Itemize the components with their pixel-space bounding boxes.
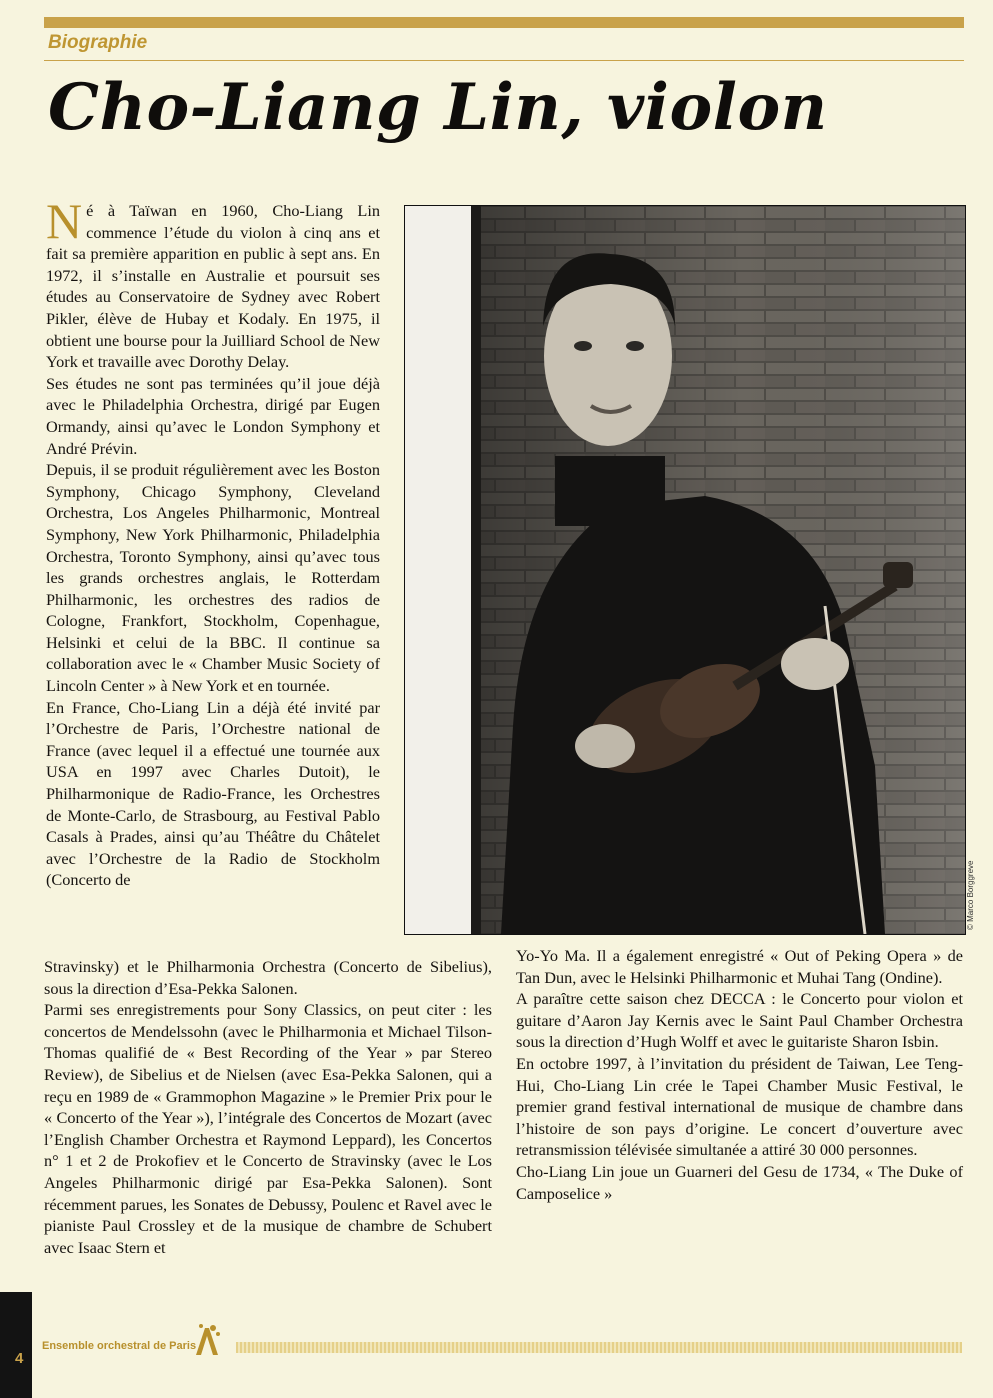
bio-paragraph-9: Cho-Liang Lin joue un Guarneri del Gesu de 1734, « The Duke of Camposelice » [516, 1161, 963, 1203]
photo-credit: © Marco Borggreve [966, 860, 975, 930]
bio-paragraph-6: Yo-Yo Ma. Il a également enregistré « Out of Peking Opera » de Tan Dun, avec le Helsinki Philharmonic et Muhai Tang (Ondine). [516, 946, 963, 987]
bio-paragraph-1 [46, 193, 380, 373]
bio-paragraph-7: A paraître cette saison chez DECCA : le Concerto pour violon et guitare d’Aaron Jay Kernis avec le Saint Paul Chamber Orchestra sous la direction d’Hugh Wolff et avec le guitariste Sharon Isbin. [516, 989, 963, 1052]
label-rule [44, 60, 964, 61]
portrait-illustration [405, 206, 965, 934]
drop-cap: N [46, 193, 83, 249]
page-title: Cho-Liang Lin, violon [48, 70, 828, 145]
bio-paragraph-1-text: é à Taïwan en 1960, Cho-Liang Lin commence l’étude du violon à cinq ans et fait sa première apparition en public à sept ans. En 1972, il s’installe en Australie et poursuit ses études au Conservatoire de Sydney avec Robert Pikler, élève de Hubay et Kodaly. En 1975, il obtient une bourse pour la Juilliard School de New York et travaille avec Dorothy Delay. [46, 201, 380, 372]
bio-paragraph-8: En octobre 1997, à l’invitation du président de Taiwan, Lee Teng-Hui, Cho-Liang Lin crée le Tapei Chamber Music Festival, le premier grand festival international de musique de chambre dans l’histoire de son pays d’origine. Le concert d’ouverture avec retransmission télévisée simultanée a attiré 30 000 personnes. [516, 1053, 963, 1160]
ensemble-logo-icon [192, 1322, 222, 1361]
section-label: Biographie [48, 32, 148, 53]
footer-band [236, 1342, 962, 1353]
bio-paragraph-3: Depuis, il se produit régulièrement avec les Boston Symphony, Chicago Symphony, Cleveland Orchestra, Los Angeles Philharmonic, Montreal Symphony, New York Philharmonic, Philadelphia Orchestra, Toronto Symphony, ainsi qu’avec tous les grands orchestres anglais, le Rotterdam Philharmonic, les orchestres des radios de Cologne, Frankfort, Stockholm, Copenhague, Helsinki et celui de la BBC. Il continue sa collaboration avec le « Chamber Music Society of Lincoln Center » à New York et en tournée. [46, 460, 380, 696]
page-tab [0, 1292, 32, 1398]
bio-column-right [516, 945, 963, 1204]
portrait-photo [404, 205, 966, 935]
header-rule [44, 17, 964, 28]
bio-paragraph-4a: En France, Cho-Liang Lin a déjà été invité par l’Orchestre de Paris, l’Orchestre national de France (avec lequel il a effectué une tournée aux USA en 1997 avec Charles Dutoit), le Philharmonique de Radio-France, les Orchestres de Monte-Carlo, de Strasbourg, au Festival Pablo Casals à Prades, ainsi qu’au Théâtre du Châtelet avec l’Orchestre de la Radio de Stockholm (Concerto de [46, 697, 380, 890]
bio-paragraph-5: Parmi ses enregistrements pour Sony Classics, on peut citer : les concertos de Mendelssohn (avec le Philharmonia et Michael Tilson-Thomas qualifié de « Best Recording of the Year » par Stereo Review), de Sibelius et de Nielsen (avec Esa-Pekka Salonen, qui a reçu en 1989 de « Grammophon Magazine » le Premier Prix pour le « Concerto of the Year »), l’intégrale des Concertos de Mozart (avec l’English Chamber Orchestra et Raymond Leppard), les Concertos n° 1 et 2 de Prokofiev et le Concerto de Stravinsky (avec le Los Angeles Philharmonic dirigé par Esa-Pekka Salonen). Sont récemment parues, les Sonates de Debussy, Poulenc et Ravel avec le pianiste Paul Crossley et de la musique de chambre de Schubert avec Isaac Stern et [44, 1000, 492, 1257]
footer-label: Ensemble orchestral de Paris [42, 1340, 197, 1352]
bio-paragraph-2: Ses études ne sont pas terminées qu’il joue déjà avec le Philadelphia Orchestra, dirigé par Eugen Ormandy, ainsi qu’avec le London Symphony et André Prévin. [46, 373, 380, 458]
bio-paragraph-4b: Stravinsky) et le Philharmonia Orchestra (Concerto de Sibelius), sous la direction d’Esa-Pekka Salonen. [44, 957, 492, 998]
bio-column-left-bottom [44, 956, 492, 1258]
page-number: 4 [15, 1350, 24, 1367]
bio-column-left-top [46, 193, 380, 891]
